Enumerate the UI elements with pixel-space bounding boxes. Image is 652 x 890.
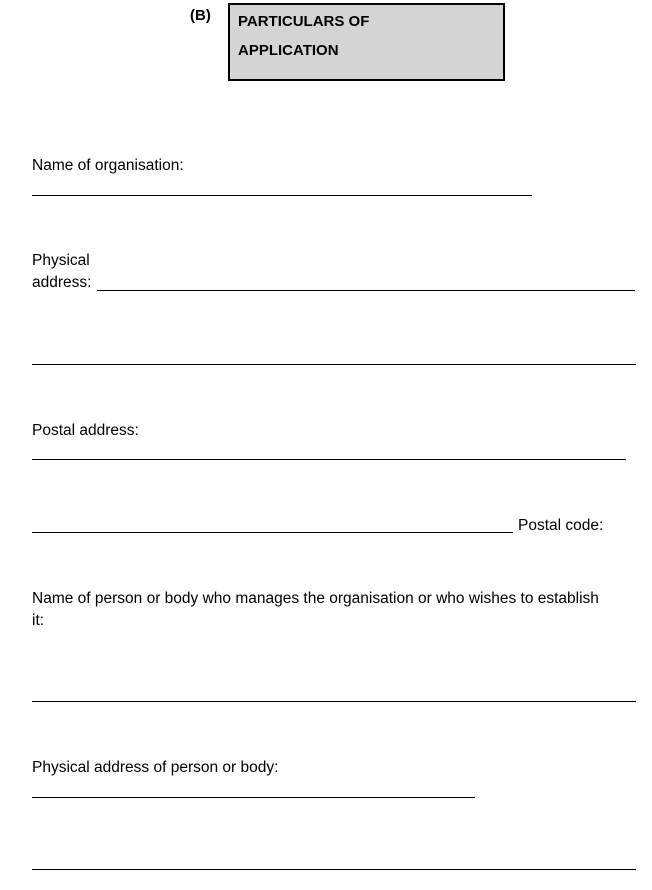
postal-address-line-2[interactable] — [32, 532, 513, 533]
section-title-box — [228, 3, 505, 81]
organisation-name-label: Name of organisation: — [32, 157, 184, 174]
manager-name-line[interactable] — [32, 701, 636, 702]
physical-address-label-line1: Physical — [32, 252, 90, 269]
section-letter: (B) — [190, 7, 211, 24]
manager-label: Name of person or body who manages the organisation or who wishes to establish it: — [32, 590, 599, 629]
physical-address-label-line2: address: — [32, 274, 92, 291]
manager-address-line-2[interactable] — [32, 869, 636, 870]
manager-address-label: Physical address of person or body: — [32, 759, 279, 776]
section-title: PARTICULARS OF APPLICATION — [238, 13, 370, 59]
physical-address-line-1[interactable] — [97, 290, 635, 291]
postal-address-label: Postal address: — [32, 422, 139, 439]
organisation-name-line[interactable] — [32, 195, 532, 196]
manager-address-line-1[interactable] — [32, 797, 475, 798]
postal-address-line-1[interactable] — [32, 459, 626, 460]
postal-code-label: Postal code: — [518, 517, 604, 534]
physical-address-line-2[interactable] — [32, 364, 636, 365]
